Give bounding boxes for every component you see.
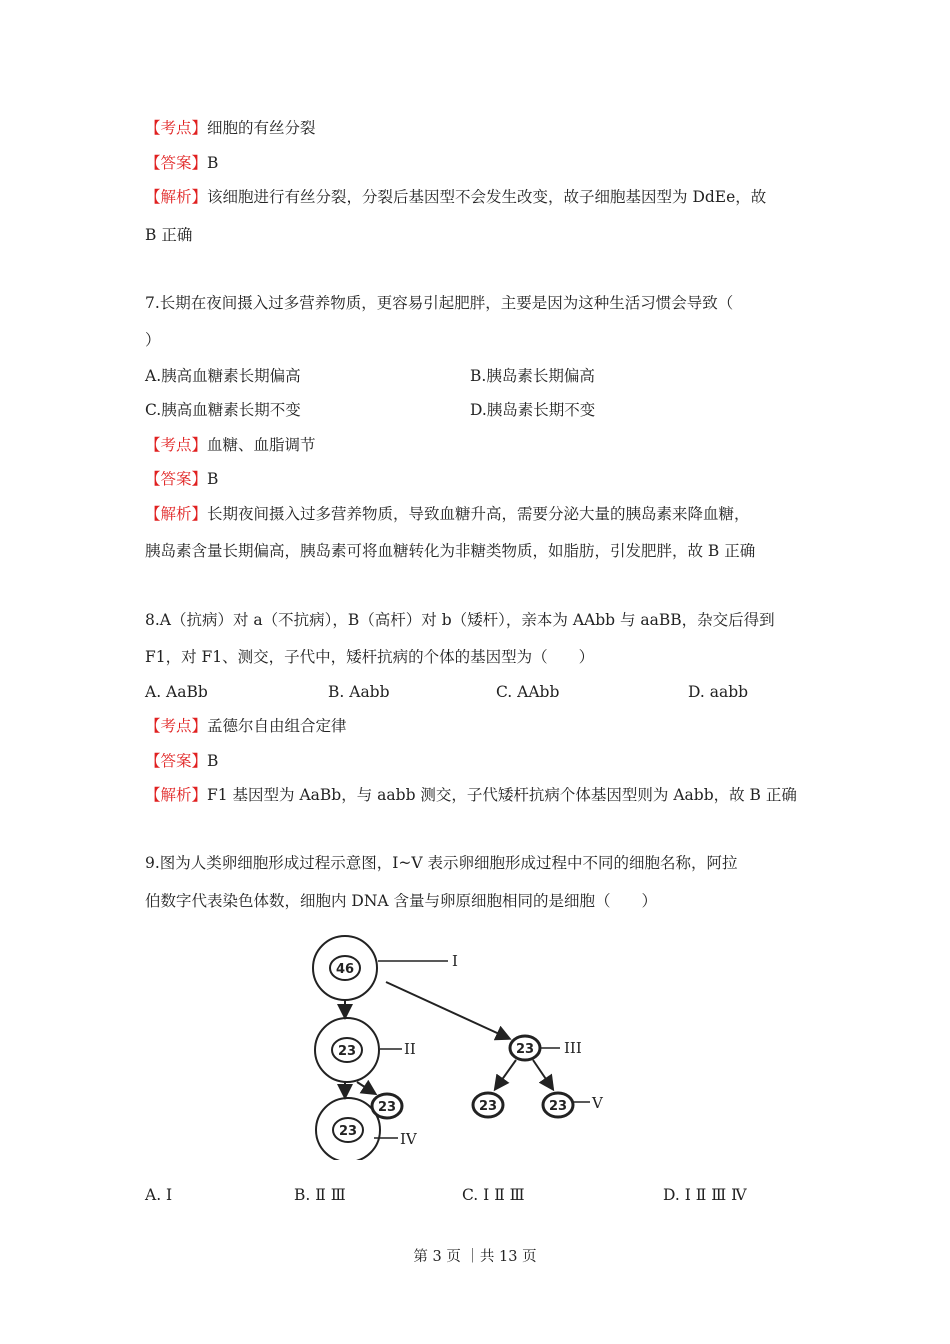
jiexi-tag: 【解析】 — [145, 188, 208, 206]
cell-ii-count: 23 — [337, 1044, 357, 1059]
label-ii: II — [404, 1040, 416, 1058]
q8-option-d: D. aabb — [688, 683, 749, 701]
jiexi-text: 该细胞进行有丝分裂，分裂后基因型不会发生改变，故子细胞基因型为 DdEe，故 — [207, 188, 767, 206]
q6-jiexi-cont: B 正确 — [145, 226, 193, 244]
label-i: I — [452, 952, 458, 970]
kaodian-text: 血糖、血脂调节 — [207, 436, 316, 454]
jiexi-tag: 【解析】 — [145, 505, 208, 523]
q8-option-c: C. AAbb — [496, 683, 560, 701]
polar-body-2-count: 23 — [478, 1099, 498, 1114]
jiexi-text: F1 基因型为 AaBb，与 aabb 测交，子代矮杆抗病个体基因型则为 Aabb，故 B 正确 — [207, 786, 797, 804]
page-footer: 第 3 页 ｜共 13 页 — [413, 1249, 537, 1265]
kaodian-tag: 【考点】 — [145, 436, 208, 454]
q8-option-a: A. AaBb — [145, 683, 208, 701]
jiexi-text: 长期夜间摄入过多营养物质，导致血糖升高，需要分泌大量的胰岛素来降血糖， — [207, 505, 750, 523]
q7-jiexi — [145, 504, 750, 524]
q9-stem-cont: 伯数字代表染色体数，细胞内 DNA 含量与卵原细胞相同的是细胞（ ） — [145, 892, 658, 910]
q8-answer — [145, 751, 218, 771]
kaodian-tag: 【考点】 — [145, 717, 208, 735]
q8-stem-cont: F1，对 F1、测交，子代中，矮杆抗病的个体的基因型为（ ） — [145, 648, 595, 666]
kaodian-tag: 【考点】 — [145, 119, 208, 137]
q7-answer — [145, 469, 218, 489]
cell-iii-count: 23 — [515, 1042, 535, 1057]
answer-text: B — [207, 154, 219, 172]
q7-option-d: D.胰岛素长期不变 — [470, 401, 596, 419]
q7-option-b: B.胰岛素长期偏高 — [470, 367, 595, 385]
cell-v-count: 23 — [548, 1099, 568, 1114]
label-iii: III — [564, 1039, 582, 1057]
q8-option-b: B. Aabb — [328, 683, 390, 701]
jiexi-tag: 【解析】 — [145, 786, 208, 804]
label-iv: IV — [400, 1130, 417, 1148]
q6-answer — [145, 153, 218, 173]
q9-option-a: A. Ⅰ — [145, 1186, 173, 1204]
answer-text: B — [207, 470, 219, 488]
q9-stem: 9.图为人类卵细胞形成过程示意图，Ⅰ~Ⅴ 表示卵细胞形成过程中不同的细胞名称，阿拉 — [145, 854, 738, 872]
kaodian-text: 孟德尔自由组合定律 — [207, 717, 347, 735]
q9-option-d: D. Ⅰ Ⅱ Ⅲ Ⅳ — [663, 1186, 747, 1204]
q7-stem: 7.长期在夜间摄入过多营养物质，更容易引起肥胖，主要是因为这种生活习惯会导致（ — [145, 294, 734, 312]
q6-kaodian — [145, 118, 316, 138]
q9-option-c: C. Ⅰ Ⅱ Ⅲ — [462, 1186, 525, 1204]
q7-option-a: A.胰高血糖素长期偏高 — [145, 367, 301, 385]
kaodian-text: 细胞的有丝分裂 — [207, 119, 316, 137]
q9-option-b: B. Ⅱ Ⅲ — [294, 1186, 346, 1204]
cell-i-count: 46 — [335, 962, 355, 977]
q8-stem: 8.A（抗病）对 a（不抗病），B（高杆）对 b（矮杆），亲本为 AAbb 与 aaBB，杂交后得到 — [145, 611, 775, 629]
answer-tag: 【答案】 — [145, 752, 208, 770]
label-v: V — [592, 1094, 603, 1112]
answer-text: B — [207, 752, 219, 770]
q7-kaodian — [145, 435, 316, 455]
answer-tag: 【答案】 — [145, 470, 208, 488]
polar-body-1-count: 23 — [377, 1100, 397, 1115]
q8-jiexi — [145, 785, 797, 805]
q7-option-c: C.胰高血糖素长期不变 — [145, 401, 301, 419]
q6-jiexi — [145, 187, 766, 207]
answer-tag: 【答案】 — [145, 154, 208, 172]
q7-jiexi-cont: 胰岛素含量长期偏高，胰岛素可将血糖转化为非糖类物质，如脂肪，引发肥胖，故 B 正确 — [145, 542, 756, 560]
q8-kaodian — [145, 716, 347, 736]
oogenesis-diagram — [290, 930, 620, 1160]
q7-stem-cont: ） — [145, 331, 161, 349]
cell-iv-count: 23 — [338, 1124, 358, 1139]
